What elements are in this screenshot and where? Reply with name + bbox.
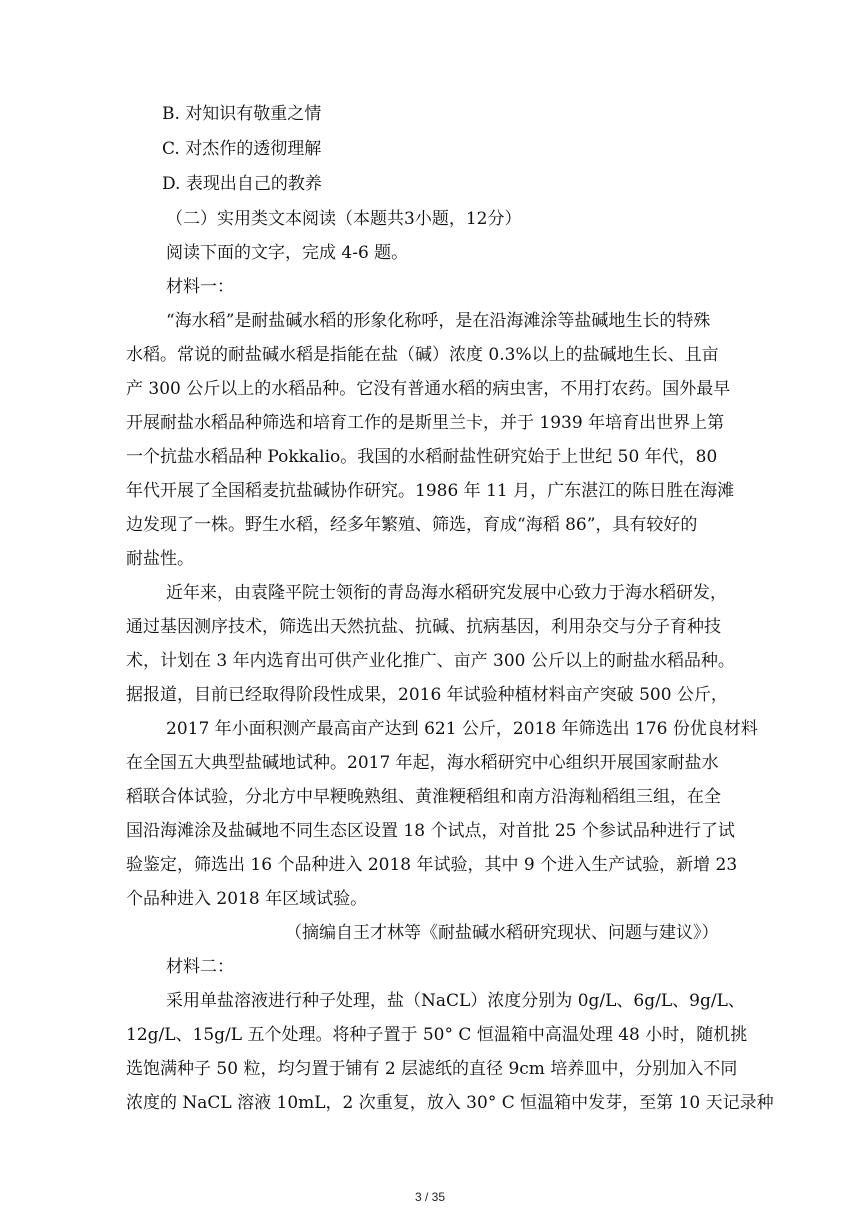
option-b: B. 对知识有敬重之情 xyxy=(162,104,322,124)
page-number: 3 / 35 xyxy=(414,1190,446,1204)
section-heading: （二）实用类文本阅读（本题共3小题，12分） xyxy=(166,209,522,229)
material-1-line: 稻联合体试验，分北方中早粳晚熟组、黄淮粳稻组和南方沿海籼稻组三组，在全 xyxy=(126,787,721,807)
material-1-line: 据报道，目前已经取得阶段性成果，2016 年试验种植材料亩产突破 500 公斤， xyxy=(126,685,728,705)
material-1-line: 产 300 公斤以上的水稻品种。它没有普通水稻的病虫害，不用打农药。国外最早 xyxy=(126,379,731,399)
material-1-line: 年代开展了全国稻麦抗盐碱协作研究。1986 年 11 月，广东湛江的陈日胜在海滩 xyxy=(126,481,735,501)
option-c: C. 对杰作的透彻理解 xyxy=(162,139,322,159)
section-instruction: 阅读下面的文字，完成 4-6 题。 xyxy=(166,243,409,263)
material-1-line: 个品种进入 2018 年区域试验。 xyxy=(126,889,368,909)
material-1-title: 材料一： xyxy=(166,277,234,297)
material-1-line: 国沿海滩涂及盐碱地不同生态区设置 18 个试点，对首批 25 个参试品种进行了试 xyxy=(126,821,735,841)
material-1-line: 通过基因测序技术，筛选出天然抗盐、抗碱、抗病基因，利用杂交与分子育种技 xyxy=(126,617,721,637)
material-2-line: 采用单盐溶液进行种子处理，盐（NaCL）浓度分别为 0g/L、6g/L、9g/L、 xyxy=(166,991,745,1011)
material-1-line: 耐盐性。 xyxy=(126,549,194,569)
material-1-line: 验鉴定，筛选出 16 个品种进入 2018 年试验，其中 9 个进入生产试验，新增 23 xyxy=(126,855,738,875)
option-d: D. 表现出自己的教养 xyxy=(162,174,322,194)
material-1-line: 近年来，由袁隆平院士领衔的青岛海水稻研究发展中心致力于海水稻研发， xyxy=(166,583,727,603)
material-1-line: 在全国五大典型盐碱地试种。2017 年起，海水稻研究中心组织开展国家耐盐水 xyxy=(126,753,719,773)
material-2-line: 选饱满种子 50 粒，均匀置于铺有 2 层滤纸的直径 9cm 培养皿中，分别加入不同 xyxy=(126,1059,738,1079)
material-2-line: 浓度的 NaCL 溶液 10mL，2 次重复，放入 30° C 恒温箱中发芽，至第 10 天记录种 xyxy=(126,1093,774,1113)
material-1-line: 开展耐盐水稻品种筛选和培育工作的是斯里兰卡，并于 1939 年培育出世界上第 xyxy=(126,413,725,433)
material-1-line: “海水稻”是耐盐碱水稻的形象化称呼，是在沿海滩涂等盐碱地生长的特殊 xyxy=(166,311,711,331)
material-1-line: 术，计划在 3 年内选育出可供产业化推广、亩产 300 公斤以上的耐盐水稻品种。 xyxy=(126,651,735,671)
material-1-line: 一个抗盐水稻品种 Pokkalio。我国的水稻耐盐性研究始于上世纪 50 年代，80 xyxy=(126,447,718,467)
material-1-line: 2017 年小面积测产最高亩产达到 621 公斤，2018 年筛选出 176 份优良材料 xyxy=(166,719,758,739)
material-1-line: 水稻。常说的耐盐碱水稻是指能在盐（碱）浓度 0.3%以上的盐碱地生长、且亩 xyxy=(126,345,719,365)
material-1-source: （摘编自王才林等《耐盐碱水稻研究现状、问题与建议》） xyxy=(285,923,719,943)
material-2-line: 12g/L、15g/L 五个处理。将种子置于 50° C 恒温箱中高温处理 48 小时，随机挑 xyxy=(126,1025,748,1045)
material-1-line: 边发现了一株。野生水稻，经多年繁殖、筛选，育成“海稻 86”，具有较好的 xyxy=(126,515,698,535)
material-2-title: 材料二： xyxy=(166,957,234,977)
